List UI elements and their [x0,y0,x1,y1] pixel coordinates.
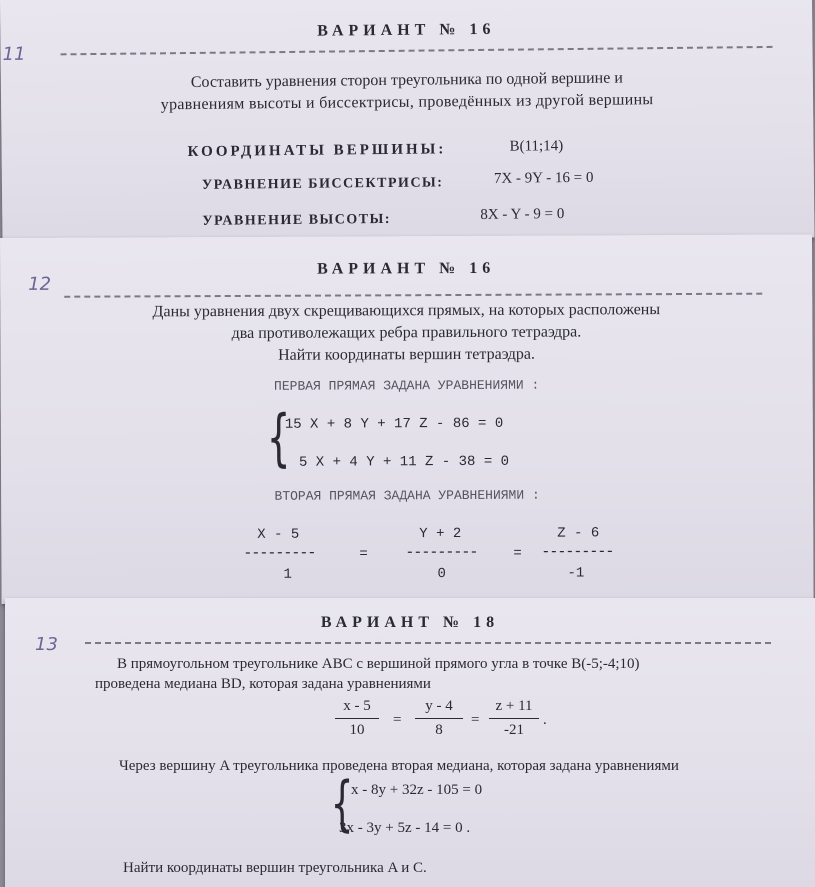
median-fraction-x [335,698,379,739]
problem-text-line: Даны уравнения двух скрещивающихся прямых, на которых расположены [152,301,661,321]
vertex-label: КООРДИНАТЫ ВЕРШИНЫ: [187,141,447,161]
fraction-denominator: 8 [435,722,443,738]
fraction-bar: --------- [243,544,316,562]
fraction-numerator: z + 11 [495,698,533,714]
task-card-11 [0,0,815,246]
second-line-label: ВТОРАЯ ПРЯМАЯ ЗАДАНА УРАВНЕНИЯМИ : [274,487,540,504]
fraction-denominator: -21 [504,722,524,738]
problem-text-line: Найти координаты вершин тетраэдра. [278,345,535,364]
problem-text-line: В прямоугольном треугольнике ABC с вершиной прямого угла в точке B(-5;-4;10) [117,656,640,672]
fraction-numerator: X - 5 [257,526,300,543]
fraction-denominator: 1 [283,566,292,583]
bisector-equation: 7X - 9Y - 16 = 0 [493,169,594,187]
fraction-denominator: -1 [567,565,585,582]
variant-title: ВАРИАНТ № 16 [317,20,496,40]
variant-title: ВАРИАНТ № 16 [317,259,496,278]
handwritten-number: 12 [28,273,52,295]
height-equation: 8X - Y - 9 = 0 [480,206,565,223]
bisector-label: УРАВНЕНИЕ БИССЕКТРИСЫ: [201,175,444,193]
fraction-numerator: x - 5 [343,698,371,714]
divider [61,46,773,55]
fraction-bar: --------- [405,543,478,562]
variant-title: ВАРИАНТ № 18 [320,614,500,631]
fraction-bar [489,718,539,719]
fraction-numerator: Y + 2 [419,525,462,543]
fraction-numerator: y - 4 [425,698,453,714]
fraction-bar: --------- [541,543,614,561]
equation: 15 X + 8 Y + 17 Z - 86 = 0 [284,415,504,433]
fraction-numerator: Z - 6 [557,525,600,542]
equals-sign: = [393,712,402,728]
problem-text-line: Через вершину A треугольника проведена вторая медиана, которая задана уравнениями [119,758,679,774]
period: . [543,712,547,728]
problem-text-line: уравнениям высоты и биссектрисы, проведённых из другой вершины [160,91,654,114]
divider [85,642,771,644]
system-brace: { [266,400,291,474]
height-label: УРАВНЕНИЕ ВЫСОТЫ: [202,211,392,229]
equals-sign: = [359,546,368,563]
equation: 3x - 3y + 5z - 14 = 0 . [339,820,471,836]
handwritten-number: 11 [2,43,26,65]
fraction-denominator: 10 [349,722,365,738]
task-card-12 [0,234,814,604]
divider [64,293,762,298]
fraction-bar [415,718,463,719]
problem-text-line: Составить уравнения сторон треугольника по одной вершине и [190,69,623,92]
problem-text-line: проведена медиана BD, которая задана уравнениями [95,676,431,692]
fraction-denominator: 0 [437,566,446,583]
equals-sign: = [513,545,522,562]
median-fraction-y [415,698,463,739]
equation: x - 8y + 32z - 105 = 0 [351,782,483,798]
fraction-bar [335,718,379,719]
first-line-label: ПЕРВАЯ ПРЯМАЯ ЗАДАНА УРАВНЕНИЯМИ : [273,377,540,394]
system-brace: { [330,769,354,839]
task-card-13 [5,598,815,887]
problem-text-line: два противолежащих ребра правильного тетраэдра. [231,323,582,342]
vertex-value: B(11;14) [509,138,564,155]
task-question: Найти координаты вершин треугольника A и C. [123,860,427,876]
handwritten-number: 13 [35,634,58,655]
equals-sign: = [471,712,480,728]
equation: 5 X + 4 Y + 11 Z - 38 = 0 [298,453,510,471]
median-fraction-z [489,698,539,739]
